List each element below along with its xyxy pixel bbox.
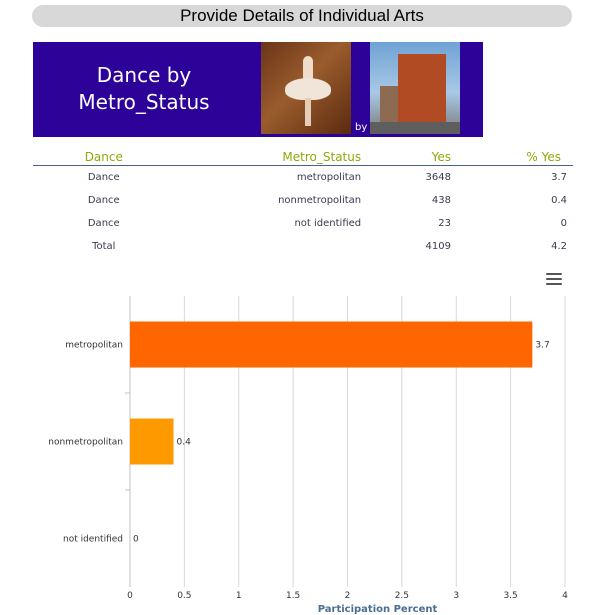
banner-title-line1: Dance by [96,63,192,87]
x-tick-label: 0 [127,591,133,601]
x-tick-label: 1.5 [285,591,301,601]
table-cell: not identified [294,218,362,229]
table-cell: metropolitan [296,172,362,183]
table-cell: 0 [560,218,567,229]
table-cell [175,235,362,258]
table-cell: 23 [438,218,451,229]
category-label: not identified [62,534,123,545]
table-cell: 3648 [425,172,451,183]
data-label: 0 [133,534,139,545]
dancer-tutu [285,78,331,100]
chart-menu-icon[interactable] [546,273,562,287]
table-header-row [33,148,573,166]
building-main [398,54,446,128]
data-label: 0.4 [176,437,191,448]
building-road [370,122,460,134]
details-table [33,148,573,258]
x-tick-label: 3 [453,591,460,601]
table-cell: 4.2 [551,241,567,252]
banner [33,42,483,137]
bar-chart [0,290,592,615]
table-cell: Dance [87,195,120,206]
table-cell: 4109 [425,241,451,252]
banner-title-line2: Metro_Status [78,90,210,114]
table-cell: Dance [87,218,120,229]
table-cell: Dance [87,172,120,183]
column-header-metro-status: Metro_Status [175,148,362,166]
data-label: 3.7 [535,340,550,351]
category-label: nonmetropolitan [48,437,123,448]
dancer-legs [305,98,311,126]
column-header-pct-yes: % Yes [451,148,573,166]
table-cell: nonmetropolitan [278,195,362,206]
bar-1[interactable] [130,419,174,465]
table-row [33,166,573,190]
table-row-total [33,235,573,258]
category-label: metropolitan [65,340,123,351]
x-axis-title: Participation Percent [317,604,438,615]
table-row [33,212,573,235]
x-tick-label: 1 [235,591,242,601]
bar-0[interactable] [130,322,532,368]
x-tick-label: 2.5 [394,591,410,601]
banner-title [33,62,255,116]
x-tick-label: 2 [344,591,351,601]
table-cell: 3.7 [551,172,567,183]
x-tick-label: 3.5 [503,591,518,601]
table-cell: Total [92,241,116,252]
banner-by-label: by [355,122,368,133]
dancer-photo [261,42,351,134]
chart-category-labels [48,341,123,545]
x-tick-label: 0.5 [177,591,192,601]
page-title: Provide Details of Individual Arts [32,5,572,27]
x-tick-label: 4 [562,591,568,601]
column-header-dance: Dance [33,148,175,166]
table-row [33,189,573,212]
building-photo [370,42,460,134]
table-cell: 438 [431,195,451,206]
chart-data-labels [133,341,550,545]
table-cell: 0.4 [551,195,567,206]
chart-tick-labels [127,591,568,601]
column-header-yes: Yes [361,148,451,166]
